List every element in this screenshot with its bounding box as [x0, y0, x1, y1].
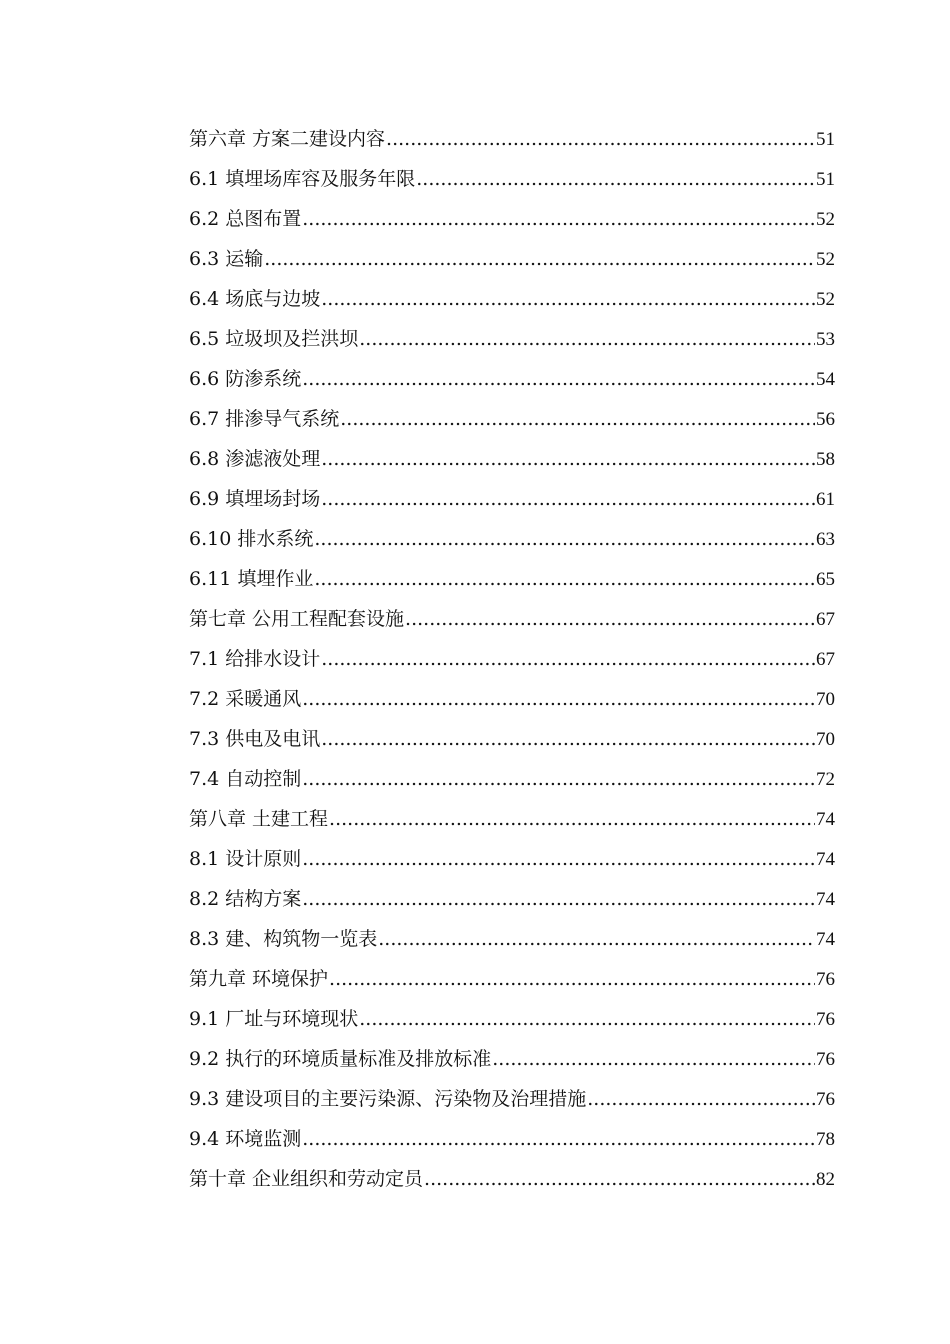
- toc-entry-title: 9.3 建设项目的主要污染源、污染物及治理措施: [189, 1088, 587, 1110]
- toc-dot-leader: [424, 1159, 815, 1199]
- toc-entry[interactable]: [189, 999, 835, 1039]
- toc-dot-leader: [314, 519, 815, 559]
- toc-entry[interactable]: [189, 919, 835, 959]
- toc-dot-leader: [302, 1119, 815, 1159]
- toc-entry-title: 9.4 环境监测: [189, 1128, 302, 1150]
- toc-entry-title: 6.3 运输: [189, 248, 264, 270]
- toc-entry[interactable]: [189, 159, 835, 199]
- toc-entry-page-number: 52: [816, 249, 835, 270]
- toc-entry-page-number: 74: [816, 889, 835, 910]
- toc-entry[interactable]: [189, 319, 835, 359]
- toc-entry-title: 6.8 渗滤液处理: [189, 448, 321, 470]
- toc-entry-page-number: 52: [816, 209, 835, 230]
- toc-entry[interactable]: [189, 879, 835, 919]
- toc-dot-leader: [302, 359, 815, 399]
- toc-entry[interactable]: [189, 559, 835, 599]
- toc-entry-page-number: 58: [816, 449, 835, 470]
- toc-entry-page-number: 76: [816, 1009, 835, 1030]
- toc-entry[interactable]: [189, 799, 835, 839]
- toc-entry-title: 9.2 执行的环境质量标准及排放标准: [189, 1048, 492, 1070]
- toc-entry-title: 6.2 总图布置: [189, 208, 302, 230]
- toc-entry-page-number: 52: [816, 289, 835, 310]
- toc-entry-title: 第六章 方案二建设内容: [189, 128, 386, 150]
- toc-entry-title: 6.6 防渗系统: [189, 368, 302, 390]
- toc-dot-leader: [321, 719, 815, 759]
- toc-entry-title: 8.2 结构方案: [189, 888, 302, 910]
- toc-entry-title: 7.3 供电及电讯: [189, 728, 321, 750]
- toc-dot-leader: [416, 159, 815, 199]
- toc-entry-page-number: 67: [816, 609, 835, 630]
- toc-entry-page-number: 82: [816, 1169, 835, 1190]
- toc-dot-leader: [329, 959, 815, 999]
- toc-entry-page-number: 51: [816, 129, 835, 150]
- toc-entry-page-number: 67: [816, 649, 835, 670]
- toc-entry-title: 6.5 垃圾坝及拦洪坝: [189, 328, 359, 350]
- toc-entry-title: 第十章 企业组织和劳动定员: [189, 1168, 424, 1190]
- toc-entry[interactable]: [189, 839, 835, 879]
- toc-entry-title: 6.4 场底与边坡: [189, 288, 321, 310]
- toc-dot-leader: [302, 199, 815, 239]
- toc-entry[interactable]: [189, 399, 835, 439]
- toc-entry[interactable]: [189, 1079, 835, 1119]
- toc-entry-title: 9.1 厂址与环境现状: [189, 1008, 359, 1030]
- toc-entry-title: 8.3 建、构筑物一览表: [189, 928, 378, 950]
- toc-entry-title: 6.1 填埋场库容及服务年限: [189, 168, 416, 190]
- toc-entry[interactable]: [189, 119, 835, 159]
- toc-dot-leader: [386, 119, 815, 159]
- toc-entry-page-number: 74: [816, 809, 835, 830]
- toc-entry-page-number: 63: [816, 529, 835, 550]
- toc-entry-title: 7.2 采暖通风: [189, 688, 302, 710]
- toc-dot-leader: [329, 799, 815, 839]
- toc-entry-page-number: 76: [816, 1089, 835, 1110]
- toc-entry[interactable]: [189, 279, 835, 319]
- toc-entry[interactable]: [189, 1039, 835, 1079]
- toc-entry-page-number: 78: [816, 1129, 835, 1150]
- toc-entry-page-number: 51: [816, 169, 835, 190]
- toc-entry-title: 第九章 环境保护: [189, 968, 329, 990]
- toc-entry[interactable]: [189, 439, 835, 479]
- toc-dot-leader: [378, 919, 815, 959]
- toc-entry[interactable]: [189, 1159, 835, 1199]
- toc-entry[interactable]: [189, 199, 835, 239]
- toc-entry[interactable]: [189, 719, 835, 759]
- toc-dot-leader: [492, 1039, 815, 1079]
- toc-dot-leader: [321, 279, 815, 319]
- toc-entry-page-number: 65: [816, 569, 835, 590]
- toc-entry[interactable]: [189, 679, 835, 719]
- toc-entry-title: 6.9 填埋场封场: [189, 488, 321, 510]
- toc-entry-title: 7.4 自动控制: [189, 768, 302, 790]
- toc-entry[interactable]: [189, 959, 835, 999]
- toc-dot-leader: [359, 319, 815, 359]
- toc-entry-title: 6.7 排渗导气系统: [189, 408, 340, 430]
- toc-entry-page-number: 61: [816, 489, 835, 510]
- toc-entry-title: 6.11 填埋作业: [189, 568, 314, 590]
- toc-entry[interactable]: [189, 519, 835, 559]
- toc-dot-leader: [302, 759, 815, 799]
- toc-entry-title: 第八章 土建工程: [189, 808, 329, 830]
- toc-entry-page-number: 74: [816, 929, 835, 950]
- table-of-contents: [189, 119, 835, 1199]
- toc-entry-page-number: 74: [816, 849, 835, 870]
- toc-entry-page-number: 72: [816, 769, 835, 790]
- toc-dot-leader: [340, 399, 815, 439]
- toc-entry-page-number: 56: [816, 409, 835, 430]
- toc-entry[interactable]: [189, 759, 835, 799]
- toc-dot-leader: [314, 559, 815, 599]
- toc-entry[interactable]: [189, 239, 835, 279]
- toc-dot-leader: [321, 439, 815, 479]
- toc-dot-leader: [587, 1079, 815, 1119]
- toc-entry-title: 8.1 设计原则: [189, 848, 302, 870]
- toc-entry-page-number: 54: [816, 369, 835, 390]
- toc-entry-page-number: 76: [816, 1049, 835, 1070]
- toc-entry-page-number: 76: [816, 969, 835, 990]
- toc-entry-page-number: 70: [816, 729, 835, 750]
- toc-entry[interactable]: [189, 359, 835, 399]
- toc-dot-leader: [359, 999, 815, 1039]
- toc-entry[interactable]: [189, 479, 835, 519]
- toc-entry-title: 7.1 给排水设计: [189, 648, 321, 670]
- toc-dot-leader: [321, 479, 815, 519]
- toc-entry[interactable]: [189, 1119, 835, 1159]
- toc-entry-title: 6.10 排水系统: [189, 528, 314, 550]
- toc-entry-page-number: 53: [816, 329, 835, 350]
- toc-dot-leader: [321, 639, 815, 679]
- toc-entry[interactable]: [189, 599, 835, 639]
- toc-entry-title: 第七章 公用工程配套设施: [189, 608, 405, 630]
- toc-entry-page-number: 70: [816, 689, 835, 710]
- toc-entry[interactable]: [189, 639, 835, 679]
- toc-dot-leader: [302, 879, 815, 919]
- toc-dot-leader: [302, 839, 815, 879]
- toc-dot-leader: [302, 679, 815, 719]
- toc-dot-leader: [264, 239, 815, 279]
- toc-dot-leader: [405, 599, 815, 639]
